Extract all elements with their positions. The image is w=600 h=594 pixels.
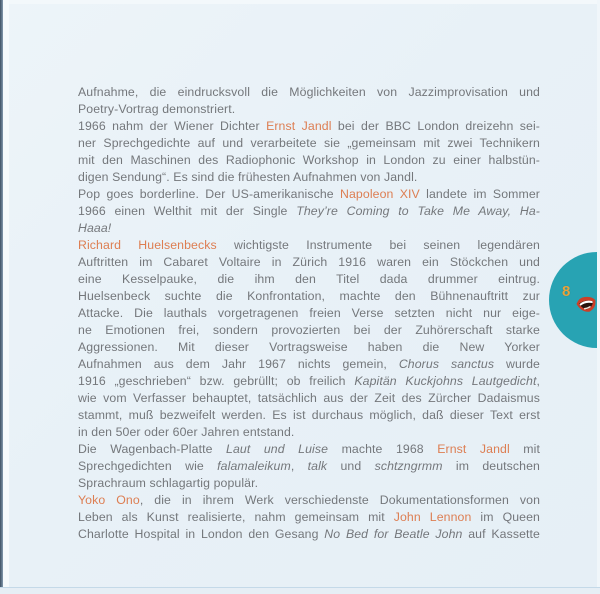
text-line <box>78 339 552 356</box>
text-line <box>78 373 540 390</box>
text-line <box>78 492 540 509</box>
text-line <box>78 271 560 288</box>
text-line <box>78 101 540 118</box>
text-line <box>78 424 540 441</box>
text-segment: Sprachraum schlagartig populär. <box>78 476 259 490</box>
scan-edge-top <box>3 0 600 4</box>
artist-name: Ernst Jandl <box>437 442 510 456</box>
text-segment: wurde <box>494 357 540 371</box>
work-title: Laut und Luise <box>226 442 329 456</box>
work-title: Haaa! <box>78 221 112 235</box>
work-title: falamaleikum <box>217 459 291 473</box>
text-segment: bei der BBC London dreizehn sei- <box>331 119 540 133</box>
text-line <box>78 220 540 237</box>
text-segment: , <box>290 459 308 473</box>
text-segment: im Queen <box>471 510 540 524</box>
work-title: Kapitän Kuckjohns Lautgedicht <box>354 374 537 388</box>
text-segment: in den 50er oder 60er Jahren entstand. <box>78 425 295 439</box>
text-line <box>78 407 540 424</box>
text-segment: auf Kassette <box>462 527 541 541</box>
text-segment: wie vom Verfasser behauptet, tatsächlich aus der Zeit des Zürcher Dadaismus <box>78 391 540 405</box>
text-segment: und <box>327 459 375 473</box>
text-segment: wichtigste Instrumente bei seinen legendären <box>216 238 540 252</box>
text-segment: stammt, muß bezweifelt werden. Es ist durchaus möglich, daß dieser Text erst <box>78 408 540 422</box>
text-line <box>78 118 540 135</box>
artist-name: Yoko Ono <box>78 493 140 507</box>
text-line <box>78 509 540 526</box>
text-segment: digen Sendung“. Es sind die frühesten Aufnahmen von Jandl. <box>78 170 418 184</box>
text-line <box>78 186 540 203</box>
text-line <box>78 390 540 407</box>
text-segment: Leben als Kunst realisierte, nahm gemeinsam mit <box>78 510 394 524</box>
text-segment: Die Wagenbach-Platte <box>78 442 227 456</box>
text-line <box>78 237 544 254</box>
text-segment: 1966 nahm der Wiener Dichter <box>78 119 267 133</box>
text-line <box>78 254 552 271</box>
text-line <box>78 475 540 492</box>
text-segment: Aufnahme, die eindrucksvoll die Möglichkeiten von Jazzimprovisation und <box>78 85 540 99</box>
scan-edge-bottom <box>0 588 600 594</box>
text-line <box>78 135 540 152</box>
scan-edge-left-light <box>3 0 9 594</box>
text-segment: Auftritten im Cabaret Voltaire in Zürich 1916 waren ein Stöckchen und <box>78 255 540 269</box>
artist-name: Ernst Jandl <box>266 119 332 133</box>
text-line <box>78 305 560 322</box>
page-number-badge <box>549 252 597 348</box>
text-segment: eine Kesselpauke, die ihm den Titel dada drummer eintrug. <box>78 272 540 286</box>
text-segment: ne Emotionen frei, sondern provozierten bei der Zuhörerschaft starke <box>78 323 540 337</box>
text-segment: , <box>536 374 540 388</box>
text-line <box>78 458 540 475</box>
text-segment: ner Sprechgedichte auf und verarbeitete sie „gemeinsam mit zwei Technikern <box>78 136 540 150</box>
work-title: talk <box>307 459 328 473</box>
text-segment: machte 1968 <box>328 442 438 456</box>
work-title: No Bed for Beatle John <box>324 527 463 541</box>
text-segment: Sprechgedichten wie <box>78 459 218 473</box>
scan-edge-left <box>0 0 3 594</box>
artist-name: Richard Huelsenbecks <box>78 238 217 252</box>
artist-name: John Lennon <box>393 510 472 524</box>
booklet-text <box>78 84 540 543</box>
text-segment: Aufnahmen aus dem Jahr 1967 nichts gemein, <box>78 357 399 371</box>
open-mouth-icon <box>575 292 598 317</box>
text-segment: Attacke. Die lauthals vorgetragenen freien Verse setzten nicht nur eige- <box>78 306 540 320</box>
text-line <box>78 441 540 458</box>
text-segment: im deutschen <box>442 459 541 473</box>
work-title: Chorus sanctus <box>398 357 495 371</box>
text-line <box>78 169 540 186</box>
text-segment: 1966 einen Welthit mit der Single <box>78 204 297 218</box>
text-line <box>78 152 540 169</box>
text-segment: landete im Sommer <box>419 187 540 201</box>
artist-name: Napoleon XIV <box>340 187 420 201</box>
text-line <box>78 203 540 220</box>
text-line <box>78 526 540 543</box>
text-line <box>78 288 568 305</box>
text-line <box>78 322 556 339</box>
work-title: schtzngrmm <box>374 459 443 473</box>
text-segment: Huelsenbeck suchte die Konfrontation, machte den Bühnenauftritt zur <box>78 289 540 303</box>
work-title: They’re Coming to Take Me Away, Ha- <box>296 204 540 218</box>
text-segment: Pop goes borderline. Der US-amerikanische <box>78 187 341 201</box>
text-segment: mit <box>509 442 540 456</box>
text-segment: , die in ihrem Werk verschiedenste Dokumentationsformen von <box>139 493 541 507</box>
text-segment: 1916 „geschrieben“ bzw. gebrüllt; ob freilich <box>78 374 355 388</box>
text-segment: Aggressionen. Mit dieser Vortragsweise haben die New Yorker <box>78 340 540 354</box>
text-line <box>78 356 545 373</box>
text-segment: Charlotte Hospital in London den Gesang <box>78 527 325 541</box>
page-number: 8 <box>562 283 571 300</box>
text-segment: Poetry-Vortrag demonstriert. <box>78 102 236 116</box>
text-segment: mit den Maschinen des Radiophonic Workshop in London zu einer halbstün- <box>78 153 540 167</box>
text-line <box>78 84 540 101</box>
